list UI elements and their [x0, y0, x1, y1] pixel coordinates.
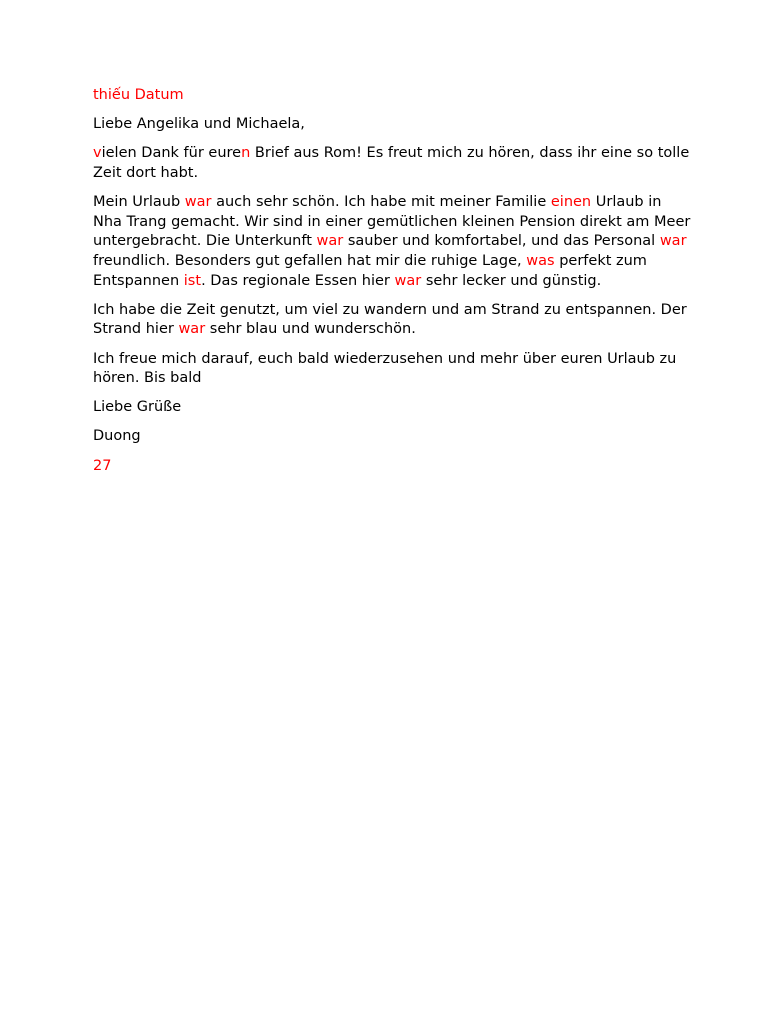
text-run: perfekt zum Entspannen	[93, 252, 647, 289]
correction-mark: einen	[550, 194, 592, 211]
text-run: . Das regionale Essen hier	[201, 272, 395, 289]
correction-mark: was	[526, 252, 555, 269]
text-run: freundlich. Besonders gut gefallen hat mir die ruhige Lage,	[93, 252, 527, 269]
closing: Liebe Grüße	[93, 399, 182, 416]
text-run: ielen Dank für eure	[101, 145, 242, 162]
text-run: sauber und komfortabel, und das Personal	[343, 233, 660, 250]
correction-mark: ist	[183, 272, 202, 289]
text-run: auch sehr schön. Ich habe mit meiner Familie	[211, 194, 551, 211]
signature: Duong	[93, 428, 141, 445]
date-missing-note: thiếu Datum	[93, 87, 184, 103]
paragraph-closing-wish: Ich freue mich darauf, euch bald wiederzusehen und mehr über euren Urlaub zu hören. Bis bald	[93, 350, 677, 387]
correction-mark: war	[659, 233, 687, 250]
correction-mark: v	[93, 145, 102, 162]
text-run: sehr blau und wunderschön.	[205, 321, 416, 338]
correction-mark: war	[394, 272, 422, 289]
correction-mark: war	[184, 194, 212, 211]
paragraph-activities	[93, 301, 693, 340]
text-run: Ich habe die Zeit genutzt, um viel zu wandern und am Strand zu entspannen. Der Strand hier	[93, 301, 687, 338]
correction-mark: n	[241, 145, 251, 162]
text-run: sehr lecker und günstig.	[421, 272, 602, 289]
letter-document	[93, 86, 693, 486]
correction-mark: war	[316, 233, 344, 250]
paragraph-vacation	[93, 193, 693, 291]
correction-mark: war	[178, 321, 206, 338]
text-run: Urlaub in Nha Trang gemacht. Wir sind in einer gemütlichen kleinen Pension direkt am Meer untergebracht. Die Unterkunft	[93, 194, 691, 250]
paragraph-thanks	[93, 144, 693, 183]
salutation: Liebe Angelika und Michaela,	[93, 116, 305, 133]
score: 27	[93, 457, 112, 474]
text-run: Mein Urlaub	[93, 194, 185, 211]
text-run: Brief aus Rom! Es freut mich zu hören, dass ihr eine so tolle Zeit dort habt.	[93, 145, 690, 181]
